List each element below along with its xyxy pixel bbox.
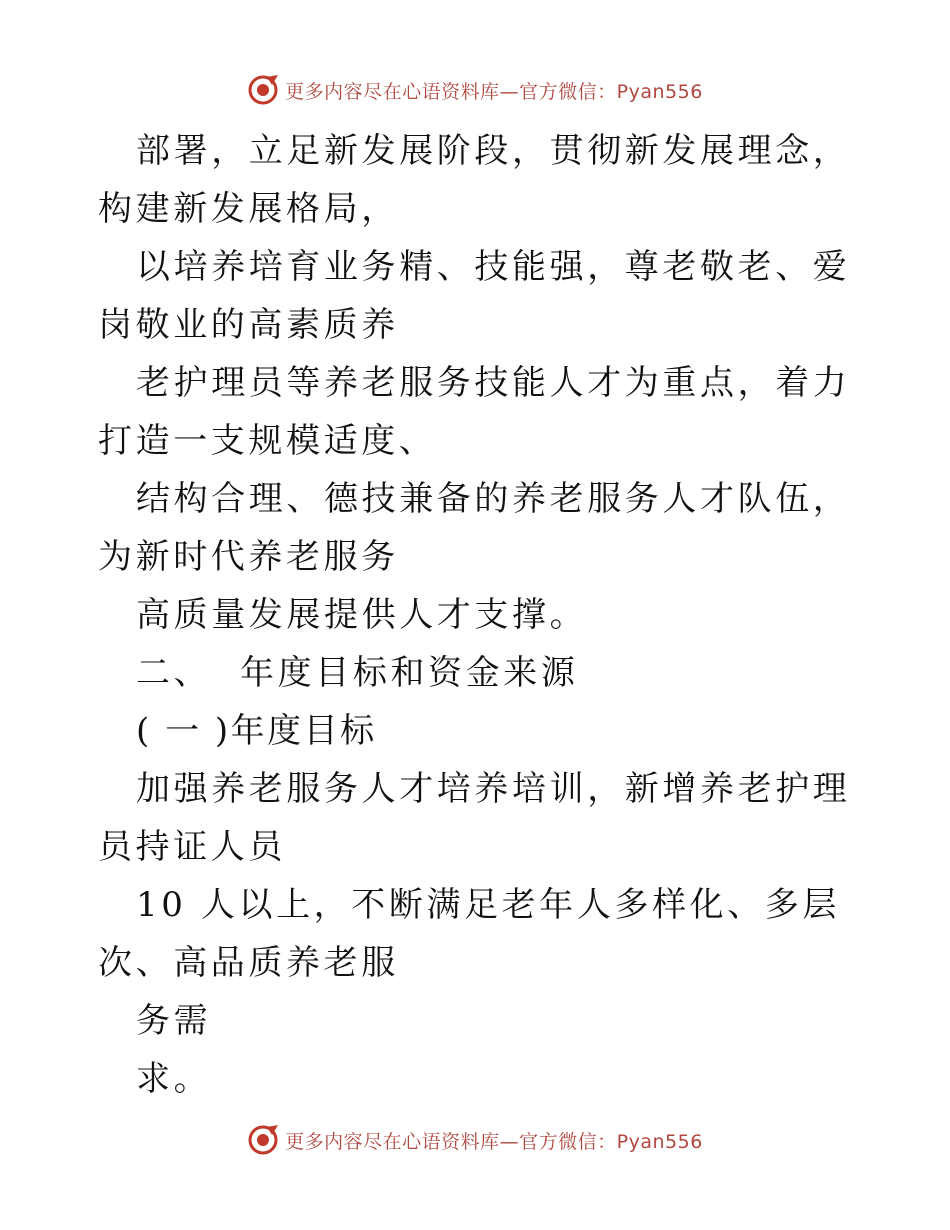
watermark-text: 更多内容尽在心语资料库—官方微信：Pyan556	[285, 80, 703, 103]
paragraph: 10 人以上，不断满足老年人多样化、多层次、高品质养老服	[98, 885, 841, 983]
footer-watermark	[0, 1120, 950, 1160]
brand-logo-icon	[247, 1123, 281, 1157]
paragraph: 高质量发展提供人才支撑。	[136, 595, 588, 635]
document-body	[98, 122, 858, 1108]
header-watermark	[0, 70, 950, 110]
section-heading: 二、 年度目标和资金来源	[136, 653, 579, 693]
paragraph: 部署，立足新发展阶段，贯彻新发展理念，构建新发展格局，	[98, 131, 851, 229]
paragraph: 务需	[136, 1001, 212, 1041]
brand-logo-icon	[247, 73, 281, 107]
paragraph: 求。	[136, 1059, 212, 1099]
paragraph: 结构合理、德技兼备的养老服务人才队伍，为新时代养老服务	[98, 479, 851, 577]
watermark-text: 更多内容尽在心语资料库—官方微信：Pyan556	[285, 1130, 703, 1153]
paragraph: 老护理员等养老服务技能人才为重点，着力打造一支规模适度、	[98, 363, 851, 461]
paragraph: 以培养培育业务精、技能强，尊老敬老、爱岗敬业的高素质养	[98, 247, 851, 345]
paragraph: 加强养老服务人才培养培训，新增养老护理员持证人员	[98, 769, 851, 867]
subsection-heading: ( 一 )年度目标	[136, 711, 377, 751]
